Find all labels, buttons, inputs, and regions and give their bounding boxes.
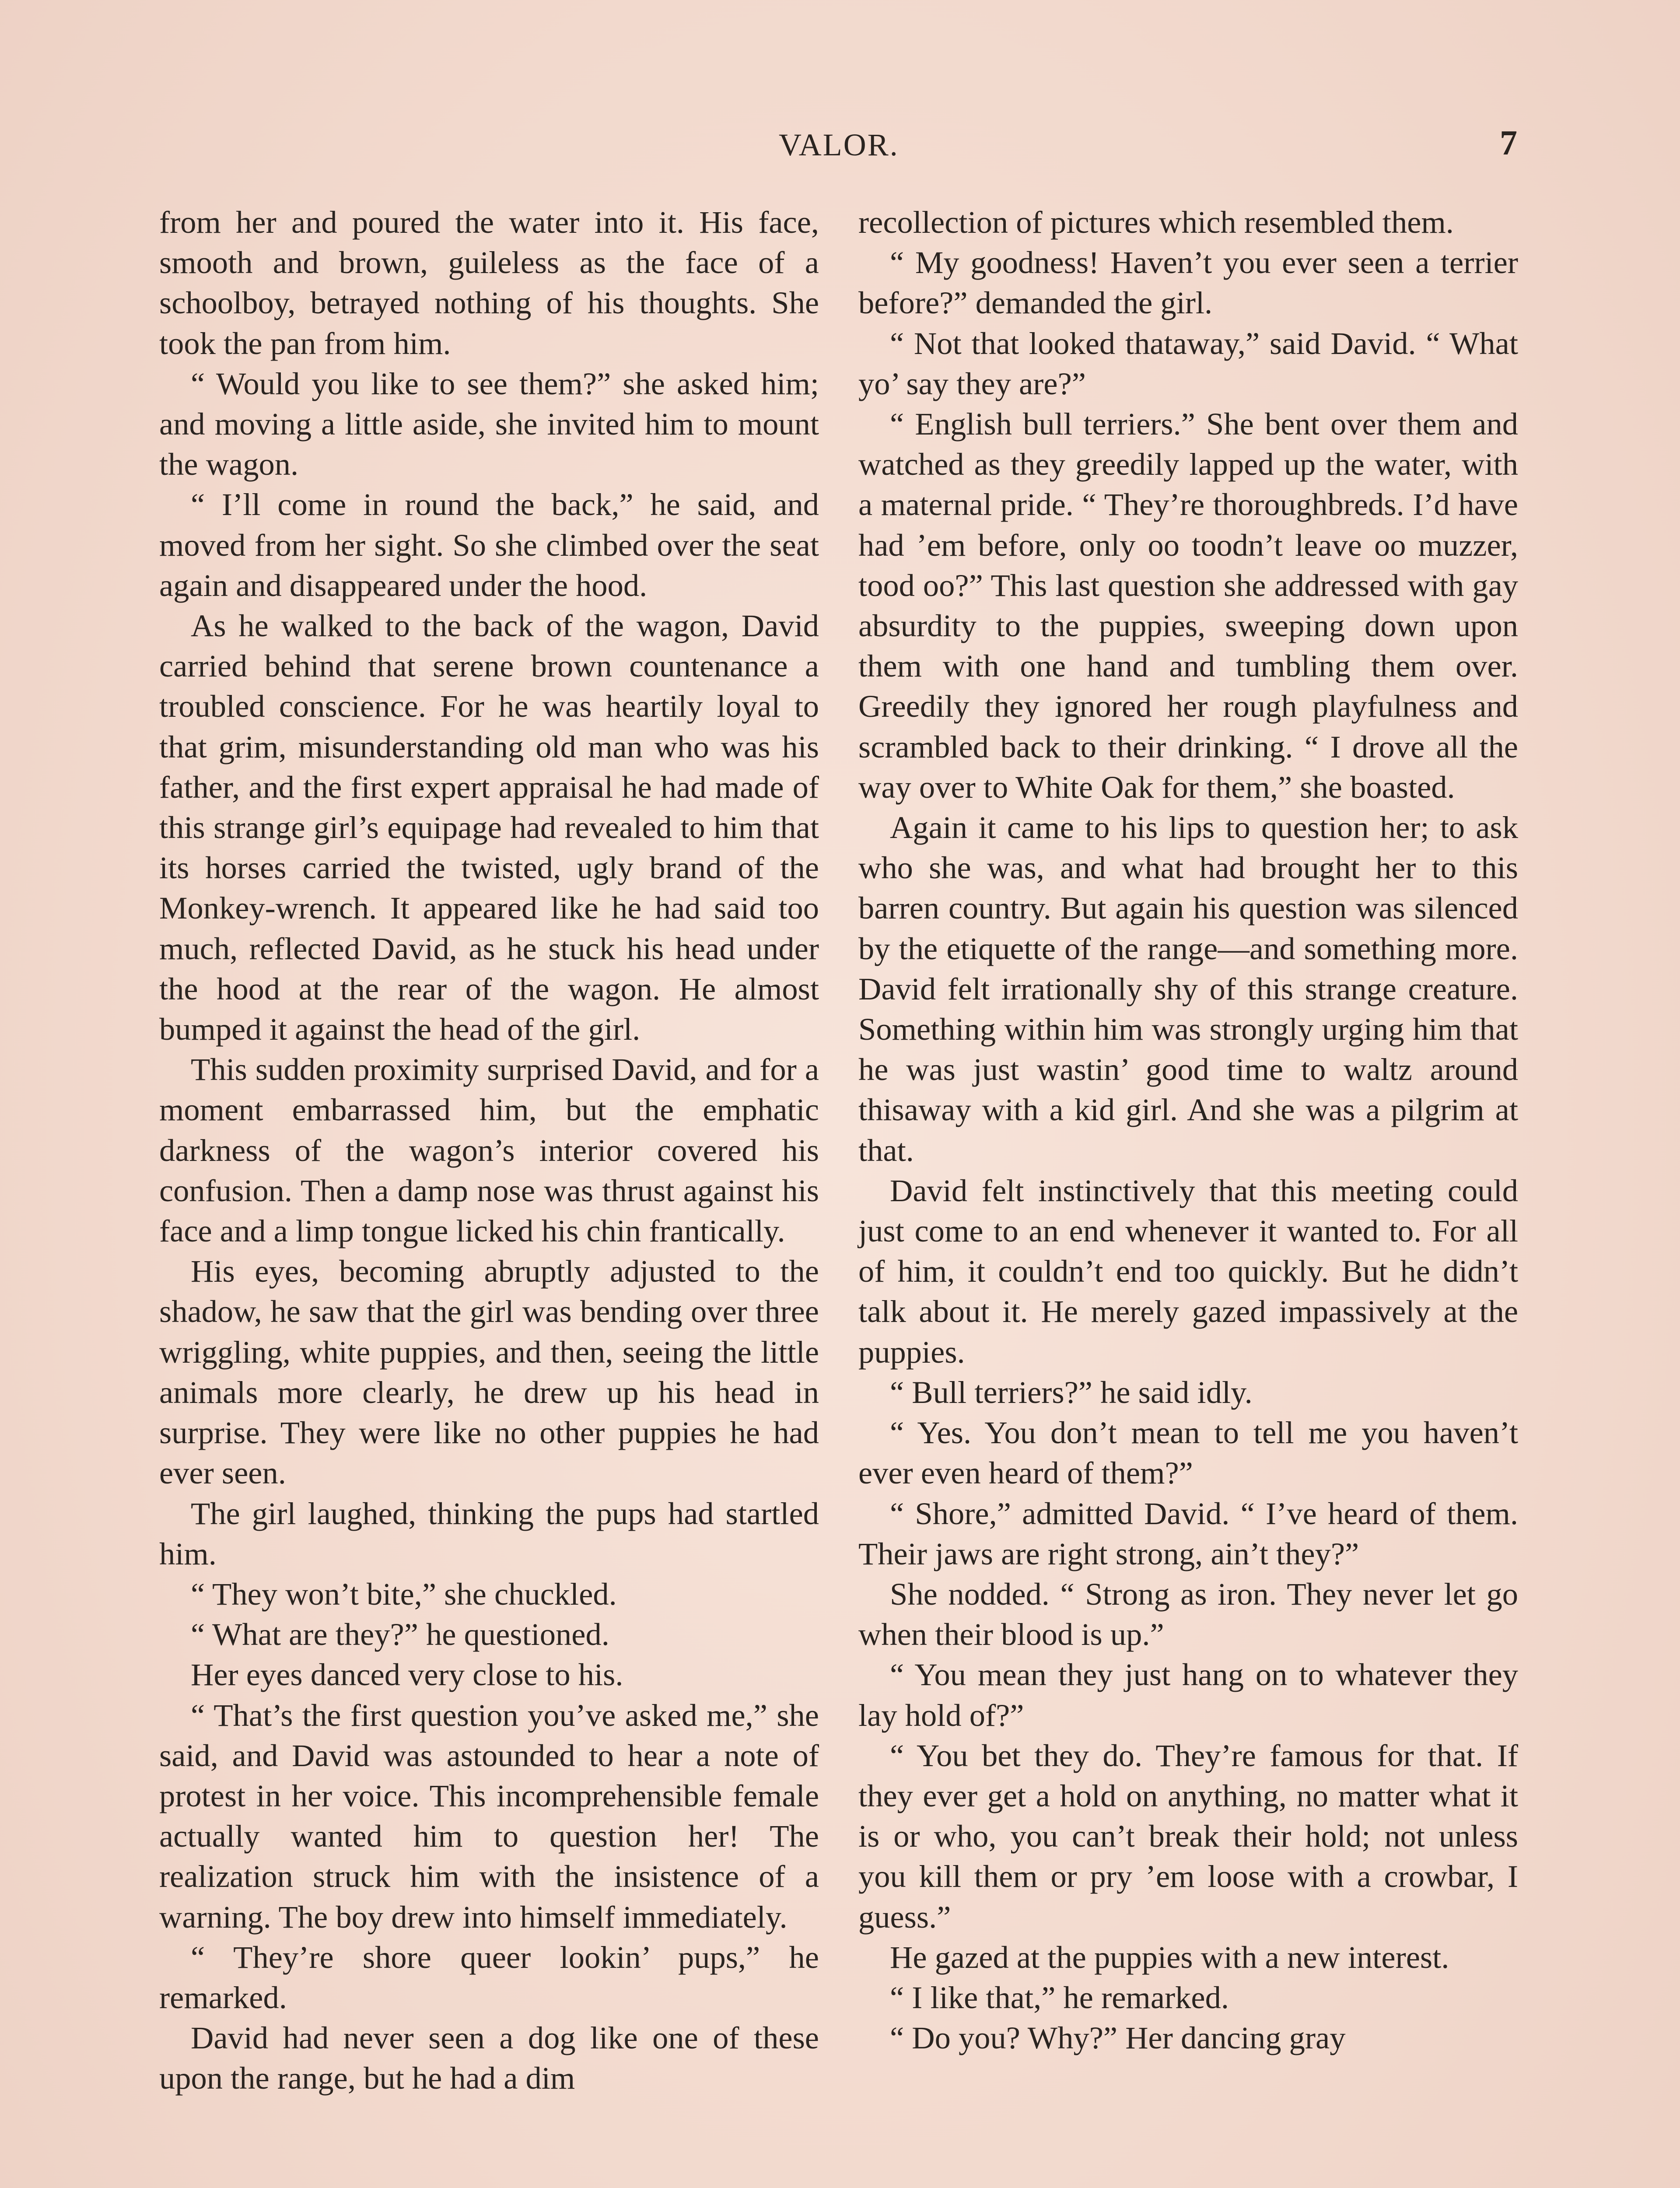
paragraph: “ They won’t bite,” she chuckled.	[191, 1576, 617, 1612]
paragraph: “ Shore,” admitted David. “ I’ve heard of them. Their jaws are right strong, ain’t they?”	[858, 1495, 1518, 1571]
paragraph: “ Do you? Why?” Her dancing gray	[890, 2020, 1346, 2056]
paragraph: “ They’re shore queer lookin’ pups,” he remarked.	[159, 1939, 819, 2015]
paragraph: “ Would you like to see them?” she asked him; and moving a little aside, she invited him to mount the wagon.	[159, 365, 819, 482]
paragraph: He gazed at the puppies with a new interest.	[890, 1939, 1449, 1975]
left-column	[159, 202, 819, 2099]
paragraph: “ What are they?” he questioned.	[191, 1616, 609, 1652]
paragraph: This sudden proximity surprised David, and for a moment embarrassed him, but the emphatic darkness of the wagon’s interior covered his confusion. Then a damp nose was thrust against his face and a limp tongue licked his chin frantically.	[159, 1052, 819, 1249]
paragraph: David had never seen a dog like one of these upon the range, but he had a dim	[159, 2020, 819, 2096]
paragraph: She nodded. “ Strong as iron. They never let go when their blood is up.”	[858, 1576, 1518, 1652]
page-number: 7	[1500, 124, 1517, 162]
paragraph: His eyes, becoming abruptly adjusted to the shadow, he saw that the girl was bending over three wriggling, white puppies, and then, seeing the little animals more clearly, he drew up his head in surprise. They were like no other puppies he had ever seen.	[159, 1253, 819, 1491]
paragraph: “ Yes. You don’t mean to tell me you haven’t ever even heard of them?”	[858, 1415, 1518, 1491]
paragraph: “ I’ll come in round the back,” he said, and moved from her sight. So she climbed over the seat again and disappeared under the hood.	[159, 487, 819, 603]
right-column	[858, 202, 1518, 2058]
paragraph: “ Not that looked thataway,” said David. “ What yo’ say they are?”	[858, 325, 1518, 401]
paragraph: As he walked to the back of the wagon, David carried behind that serene brown countenance a troubled conscience. For he was heartily loyal to that grim, misunderstanding old man who was his father, and the first expert appraisal he had made of this strange girl’s equipage had revealed to him that its horses carried the twisted, ugly brand of the Monkey-wrench. It appeared like he had said too much, reflected David, as he stuck his head under the hood at the rear of the wagon. He almost bumped it against the head of the girl.	[159, 608, 819, 1047]
paragraph: “ You mean they just hang on to whatever they lay hold of?”	[858, 1657, 1518, 1733]
paragraph: “ English bull terriers.” She bent over them and watched as they greedily lapped up the water, with a maternal pride. “ They’re thoroughbreds. I’d have had ’em before, only oo toodn’t leave oo muzzer, tood oo?” This last question she addressed with gay absurdity to the puppies, sweeping down upon them with one hand and tumbling them over. Greedily they ignored her rough playfulness and scrambled back to their drinking. “ I drove all the way over to White Oak for them,” she boasted.	[858, 406, 1518, 805]
paragraph: recollection of pictures which resembled them.	[858, 204, 1454, 240]
running-head: VALOR.	[779, 127, 899, 162]
paragraph: Her eyes danced very close to his.	[191, 1657, 623, 1693]
paragraph: David felt instinctively that this meeting could just come to an end whenever it wanted to. For all of him, it couldn’t end too quickly. But he didn’t talk about it. He merely gazed impassively at the puppies.	[858, 1172, 1518, 1370]
paragraph: Again it came to his lips to question her; to ask who she was, and what had brought her to this barren country. But again his question was silenced by the etiquette of the range—and something more. David felt irrationally shy of this strange creature. Something within him was strongly urging him that he was just wastin’ good time to waltz around thisaway with a kid girl. And she was a pilgrim at that.	[858, 810, 1518, 1168]
paragraph: “ I like that,” he remarked.	[890, 1979, 1229, 2015]
paragraph: “ Bull terriers?” he said idly.	[890, 1374, 1253, 1410]
paragraph: from her and poured the water into it. His face, smooth and brown, guileless as the face of a schoolboy, betrayed nothing of his thoughts. She took the pan from him.	[159, 204, 819, 361]
paragraph: “ That’s the first question you’ve asked me,” she said, and David was astounded to hear a note of protest in her voice. This incomprehensible female actually wanted him to question her! The realization struck him with the insistence of a warning. The boy drew into himself immediately.	[159, 1697, 819, 1935]
paragraph: “ You bet they do. They’re famous for that. If they ever get a hold on anything, no matter what it is or who, you can’t break their hold; not unless you kill them or pry ’em loose with a crowbar, I guess.”	[858, 1737, 1518, 1935]
paragraph: The girl laughed, thinking the pups had startled him.	[159, 1495, 819, 1571]
paragraph: “ My goodness! Haven’t you ever seen a terrier before?” demanded the girl.	[858, 245, 1518, 321]
